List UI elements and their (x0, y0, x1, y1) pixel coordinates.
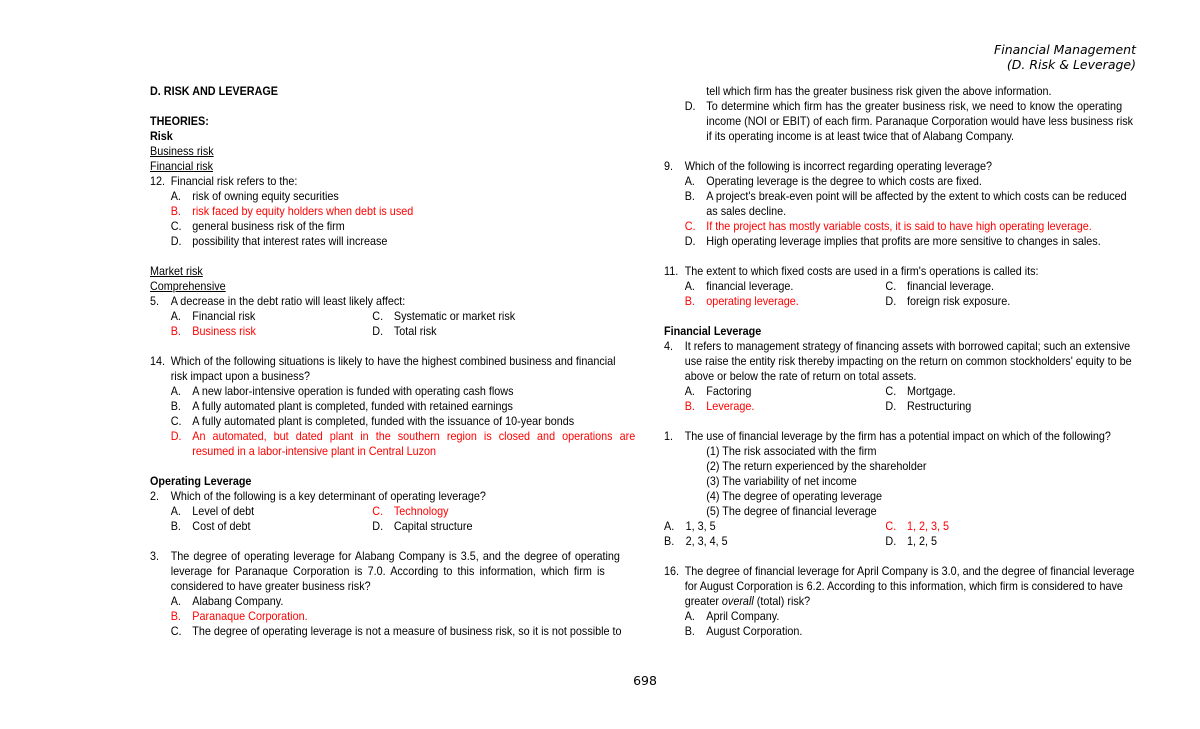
option: A. Operating leverage is the degree to which costs are fixed. (684, 174, 982, 188)
option: B. A project's break-even point will be affected by the extent to which costs can be reduced (684, 189, 1127, 203)
list-item: (5) The degree of financial leverage (706, 504, 877, 518)
question-1: 1. The use of financial leverage by the firm has a potential impact on which of the following? (664, 429, 1111, 443)
option: D. High operating leverage implies that profits are more sensitive to changes in sales. (684, 234, 1101, 248)
option-answer: B. risk faced by equity holders when debt is used (170, 204, 414, 218)
option-row: A. Financial risk C. Systematic or market risk (170, 309, 516, 323)
option-answer: C. If the project has mostly variable costs, it is said to have high operating leverage. (684, 219, 1092, 233)
left-column: D. RISK AND LEVERAGE THEORIES: Risk Business risk Financial risk 12. Financial risk refers to the: A. risk of owning equity securities B. risk faced by equity holders when debt is used C. general business risk of the firm D. possibility that interest rates will increase Market risk Comprehensive 5. A decrease in the debt ratio will least likely affect: A. Financial risk C. Systematic or market risk B. Business risk D. Total risk 14. Which of the following situations is likely to have the highest combined business and financial risk impact upon a business? A. A new labor-intensive operation is funded with operating cash flows B. A fully automated plant is completed, funded with retained earnings C. A fully automated plant is completed, funded with the issuance of 10-year bonds D. An automated, but dated plant in the southern region is closed and operations are resumed in a labor-intensive plant in Central Luzon Operating Leverage 2. Which of the following is a key determinant of operating leverage? A. Level of debt C. Technology B. Cost of debt D. Capital structure 3. The degree of operating leverage for Alabang Company is 3.5, and the degree of operating leverage for Paranaque Corporation is 7.0. According to this information, which firm is considered to have greater business risk? A. Alabang Company. B. Paranaque Corporation. C. The degree of operating leverage is not a measure of business risk, so it is not possible to (150, 84, 636, 638)
right-column: tell which firm has the greater business risk given the above information. D. To determine which firm has the greater business risk, we need to know the operating income (NOI or EBIT) of each firm. Paranaque Corporation would have less business risk if its operating income is at least twice that of Alabang Company. 9. Which of the following is incorrect regarding operating leverage? A. Operating leverage is the degree to which costs are fixed. B. A project's break-even point will be affected by the extent to which costs can be reduced as sales decline. C. If the project has mostly variable costs, it is said to have high operating leverage. D. High operating leverage implies that profits are more sensitive to changes in sales. 11. The extent to which fixed costs are used in a firm's operations is called its: A. financial leverage. C. financial leverage. B. operating leverage. D. foreign risk exposure. Financial Leverage 4. It refers to management strategy of financing assets with borrowed capital; such an extensive use raise the entity risk thereby impacting on the return on common stockholders' equity to be above or below the rate of return on total assets. A. Factoring C. Mortgage. B. Leverage. D. Restructuring 1. The use of financial leverage by the firm has a potential impact on which of the following? (1) The risk associated with the firm (2) The return experienced by the shareholder (3) The variability of net income (4) The degree of operating leverage (5) The degree of financial leverage A. 1, 3, 5 C. 1, 2, 3, 5 B. 2, 3, 4, 5 D. 1, 2, 5 16. The degree of financial leverage for April Company is 3.0, and the degree of financial leverage for August Corporation is 6.2. According to this information, which firm is considered to have greater overall (total) risk? A. April Company. B. August Corporation. (664, 84, 1136, 639)
option-answer: D. An automated, but dated plant in the southern region is closed and operations are (170, 429, 636, 443)
option-row: B. Leverage. D. Restructuring (684, 399, 972, 413)
financial-risk-heading: Financial risk (150, 159, 214, 173)
option: D. To determine which firm has the greater business risk, we need to know the operating (684, 99, 1123, 113)
option-row: A. financial leverage. C. financial leverage. (684, 279, 995, 293)
question-9: 9. Which of the following is incorrect regarding operating leverage? (664, 159, 993, 173)
operating-leverage-heading: Operating Leverage (150, 474, 252, 488)
question-3-continued: tell which firm has the greater business risk given the above information. (706, 84, 1052, 98)
comprehensive-heading: Comprehensive (150, 279, 226, 293)
option: A. April Company. (684, 609, 780, 623)
option-answer: B. Paranaque Corporation. (170, 609, 308, 623)
market-risk-heading: Market risk (150, 264, 203, 278)
option-row: A. Level of debt C. Technology (170, 504, 449, 518)
question-16: 16. The degree of financial leverage for April Company is 3.0, and the degree of financial leverage (664, 564, 1135, 578)
section-title: D. RISK AND LEVERAGE (150, 84, 279, 98)
list-item: (1) The risk associated with the firm (706, 444, 877, 458)
option-row: B. Business risk D. Total risk (170, 324, 437, 338)
question-5: 5. A decrease in the debt ratio will least likely affect: (150, 294, 406, 308)
option: B. A fully automated plant is completed, funded with retained earnings (170, 399, 513, 413)
question-14: 14. Which of the following situations is likely to have the highest combined business and financial (150, 354, 616, 368)
business-risk-heading: Business risk (150, 144, 214, 158)
running-header (994, 42, 1136, 72)
option: A. Alabang Company. (170, 594, 284, 608)
option: C. The degree of operating leverage is not a measure of business risk, so it is not possible to (170, 624, 622, 638)
option: B. August Corporation. (684, 624, 803, 638)
list-item: (3) The variability of net income (706, 474, 857, 488)
option-row: B. 2, 3, 4, 5 D. 1, 2, 5 (664, 534, 938, 548)
option-row: B. operating leverage. D. foreign risk exposure. (684, 294, 1011, 308)
header-subtitle: (D. Risk & Leverage) (1006, 57, 1136, 72)
list-item: (2) The return experienced by the shareholder (706, 459, 927, 473)
question-2: 2. Which of the following is a key determinant of operating leverage? (150, 489, 486, 503)
header-title: Financial Management (994, 42, 1136, 57)
question-11: 11. The extent to which fixed costs are used in a firm's operations is called its: (664, 264, 1039, 278)
option: C. A fully automated plant is completed, funded with the issuance of 10-year bonds (170, 414, 575, 428)
option-row: A. Factoring C. Mortgage. (684, 384, 956, 398)
risk-heading: Risk (150, 129, 173, 143)
question-12: 12. Financial risk refers to the: (150, 174, 298, 188)
financial-leverage-heading: Financial Leverage (664, 324, 762, 338)
list-item: (4) The degree of operating leverage (706, 489, 883, 503)
option: C. general business risk of the firm (170, 219, 345, 233)
option: A. A new labor-intensive operation is funded with operating cash flows (170, 384, 514, 398)
question-4: 4. It refers to management strategy of financing assets with borrowed capital; such an extensive (664, 339, 1131, 353)
option-row: A. 1, 3, 5 C. 1, 2, 3, 5 (664, 519, 950, 533)
option-row: B. Cost of debt D. Capital structure (170, 519, 473, 533)
theories-heading: THEORIES: (150, 114, 209, 128)
option: A. risk of owning equity securities (170, 189, 339, 203)
option: D. possibility that interest rates will increase (170, 234, 388, 248)
question-3: 3. The degree of operating leverage for Alabang Company is 3.5, and the degree of operating (150, 549, 620, 563)
page-number: 698 (633, 673, 657, 688)
